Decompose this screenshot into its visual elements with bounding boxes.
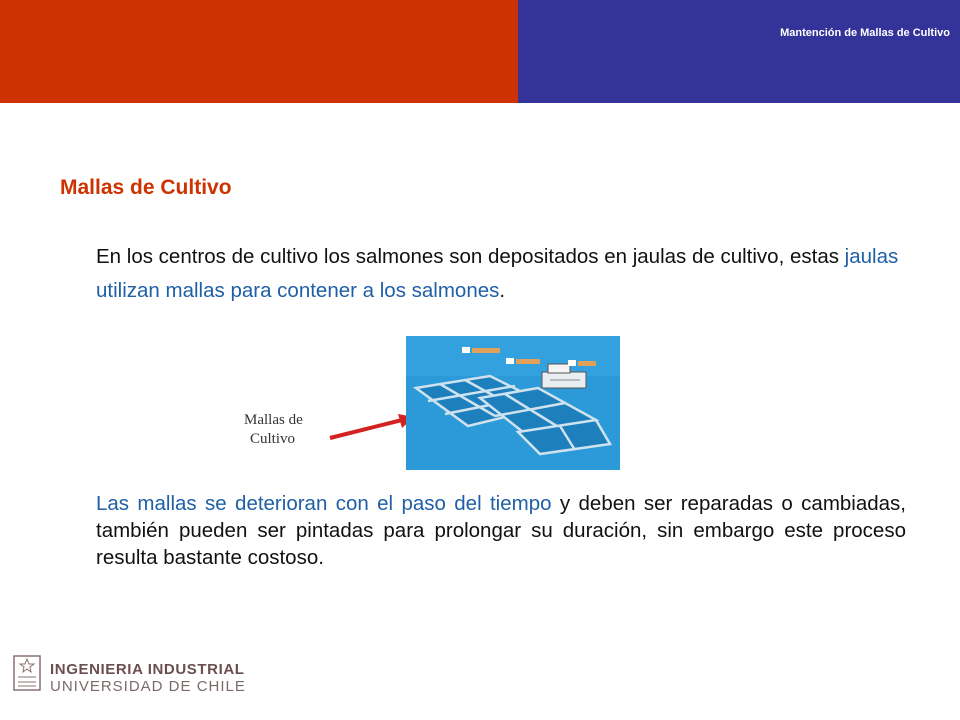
- paragraph-deterioration-highlight: Las mallas se deterioran con el paso del tiempo: [96, 492, 552, 515]
- paragraph-intro-text: En los centros de cultivo los salmones son depositados en jaulas de cultivo, estas: [96, 245, 845, 268]
- paragraph-intro: [96, 240, 916, 308]
- paragraph-intro-highlight: jaulas utilizan mallas para contener a los salmones: [96, 245, 899, 302]
- paragraph-intro-end: .: [499, 279, 506, 302]
- slide-header-title: Mantención de Mallas de Cultivo: [780, 27, 950, 39]
- figure-label-line1: Mallas de: [244, 412, 303, 428]
- university-logo: [12, 646, 252, 696]
- university-seal-icon: [12, 650, 42, 694]
- header-blue-band: [518, 0, 960, 103]
- section-heading: Mallas de Cultivo: [60, 176, 232, 199]
- paragraph-deterioration-text: y deben ser reparadas o cambiadas, también pueden ser pintadas para prolongar su duración, sin embargo este proceso resulta bastante costoso.: [96, 492, 906, 569]
- logo-line2: UNIVERSIDAD DE CHILE: [50, 678, 246, 695]
- header-red-band: [0, 0, 518, 103]
- arrow-line: [330, 420, 402, 438]
- fish-farm-cages-diagram: [230, 336, 630, 470]
- paragraph-deterioration: [96, 490, 906, 571]
- figure-label-line2: Cultivo: [250, 431, 296, 447]
- logo-line1: INGENIERIA INDUSTRIAL: [50, 661, 245, 678]
- fish-farm-figure: [230, 336, 630, 470]
